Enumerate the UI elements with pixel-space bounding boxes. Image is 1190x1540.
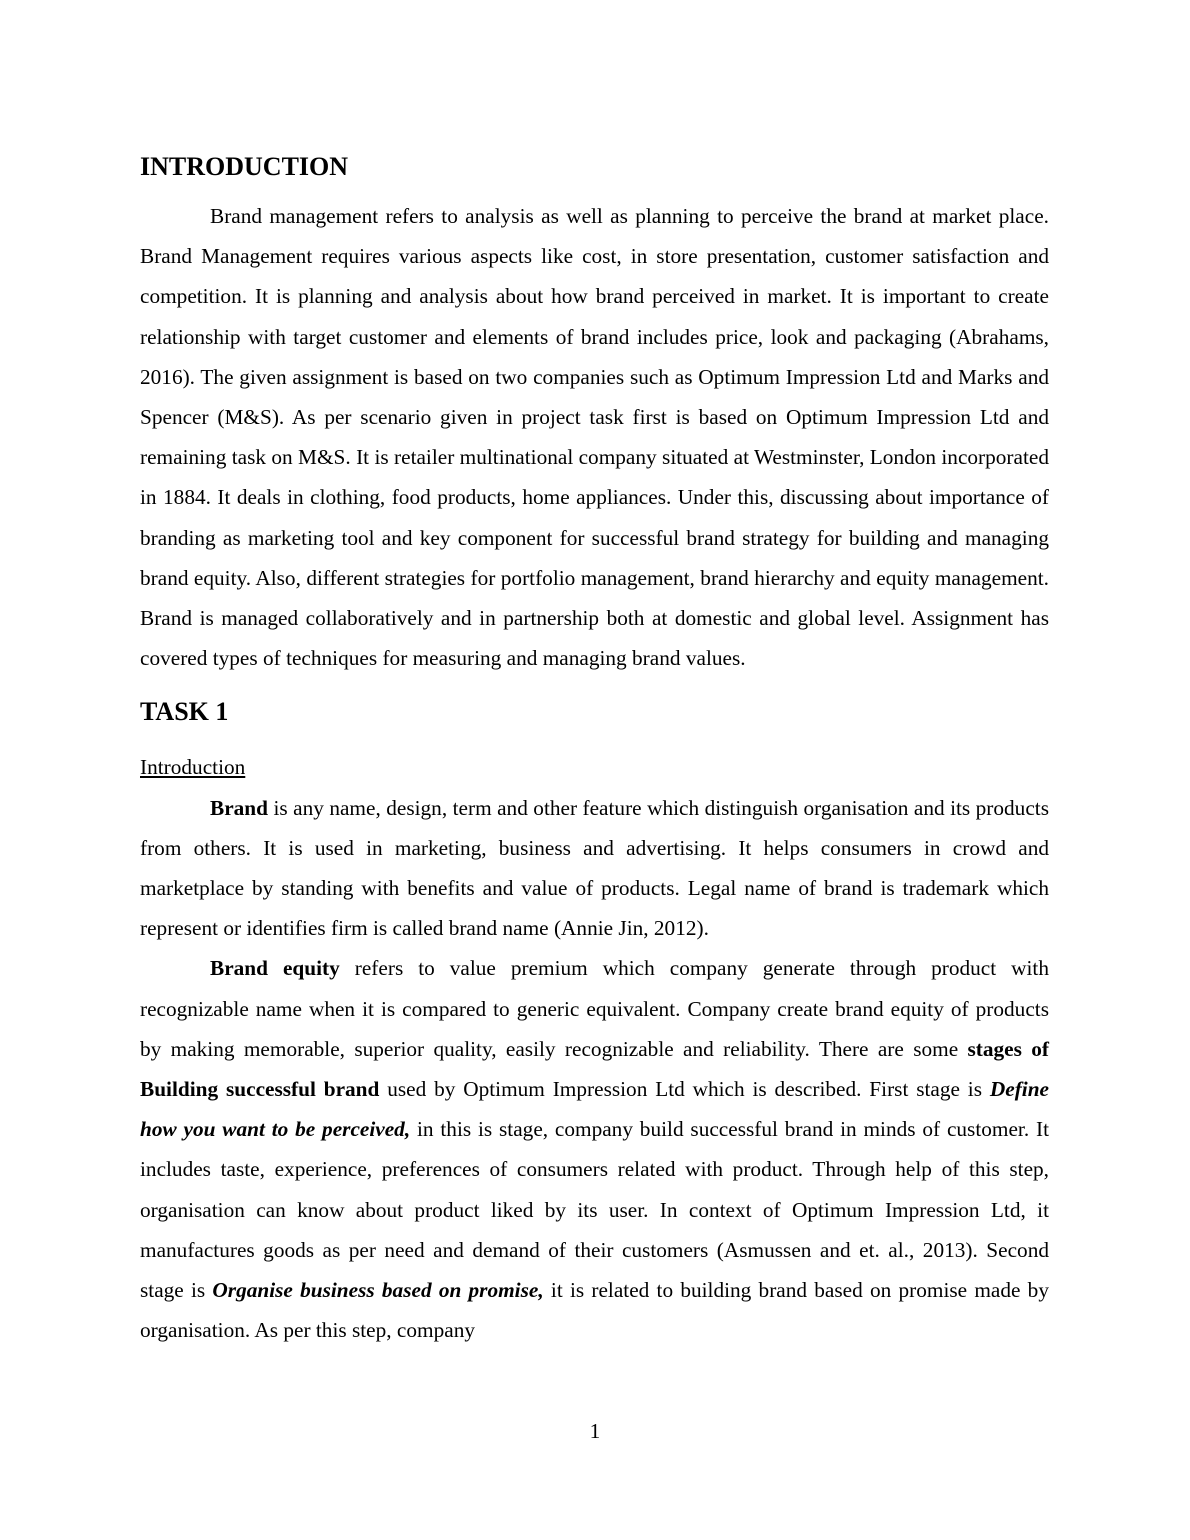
- brand-paragraph: [140, 788, 1049, 949]
- first-stage-title: Define how you want to be perceived,: [140, 1077, 1049, 1142]
- intro-paragraph: Brand management refers to analysis as well as planning to perceive the brand at market place. Brand Management requires various aspects like cost, in store presentation, customer satisfaction and competition. It is planning and analysis about how brand perceived in market. It is important to create relationship with target customer and elements of brand includes price, look and packaging (Abrahams, 2016). The given assignment is based on two companies such as Optimum Impression Ltd and Marks and Spencer (M&S). As per scenario given in project task first is based on Optimum Impression Ltd and remaining task on M&S. It is retailer multinational company situated at Westminster, London incorporated in 1884. It deals in clothing, food products, home appliances. Under this, discussing about importance of branding as marketing tool and key component for successful brand strategy for building and managing brand equity. Also, different strategies for portfolio management, brand hierarchy and equity management. Brand is managed collaboratively and in partnership both at domestic and global level. Assignment has covered types of techniques for measuring and managing brand values.: [140, 204, 1049, 671]
- brand-equity-text-2: used by Optimum Impression Ltd which is described. First stage is: [379, 1077, 990, 1102]
- stages-bold-text: stages of Building successful brand: [140, 1036, 1050, 1102]
- brand-equity-text-4: it is related to building brand based on promise made by organisation. As per this step, company: [140, 1278, 1049, 1343]
- brand-equity-text-1: refers to value premium which company generate through product with recognizable name when it is compared to generic equivalent. Company create brand equity of products by making memorable, superior quality, easily recognizable and reliability. There are some: [140, 956, 1049, 1061]
- heading-introduction: INTRODUCTION: [140, 152, 349, 181]
- page-number: 1: [589, 1419, 601, 1443]
- brand-equity-text-3: in this is stage, company build successful brand in minds of customer. It includes taste, experience, preferences of consumers related with product. Through help of this step, organisation can know about product liked by its user. In context of Optimum Impression Ltd, it manufactures goods as per need and demand of their customers (Asmussen and et. al., 2013). Second stage is: [140, 1117, 1049, 1303]
- brand-equity-paragraph: [140, 948, 1049, 1350]
- heading-task-1: TASK 1: [140, 697, 229, 727]
- page-content: [140, 150, 1049, 1350]
- subheading-introduction: Introduction: [140, 755, 246, 780]
- brand-definition-text: is any name, design, term and other feature which distinguish organisation and its products from others. It is used in marketing, business and advertising. It helps consumers in crowd and marketplace by standing with benefits and value of products. Legal name of brand is trademark which represent or identifies firm is called brand name (Annie Jin, 2012).: [140, 795, 1049, 941]
- second-stage-title: Organise business based on promise,: [212, 1278, 544, 1303]
- brand-equity-term: Brand equity: [210, 956, 340, 981]
- brand-term: Brand: [210, 795, 268, 820]
